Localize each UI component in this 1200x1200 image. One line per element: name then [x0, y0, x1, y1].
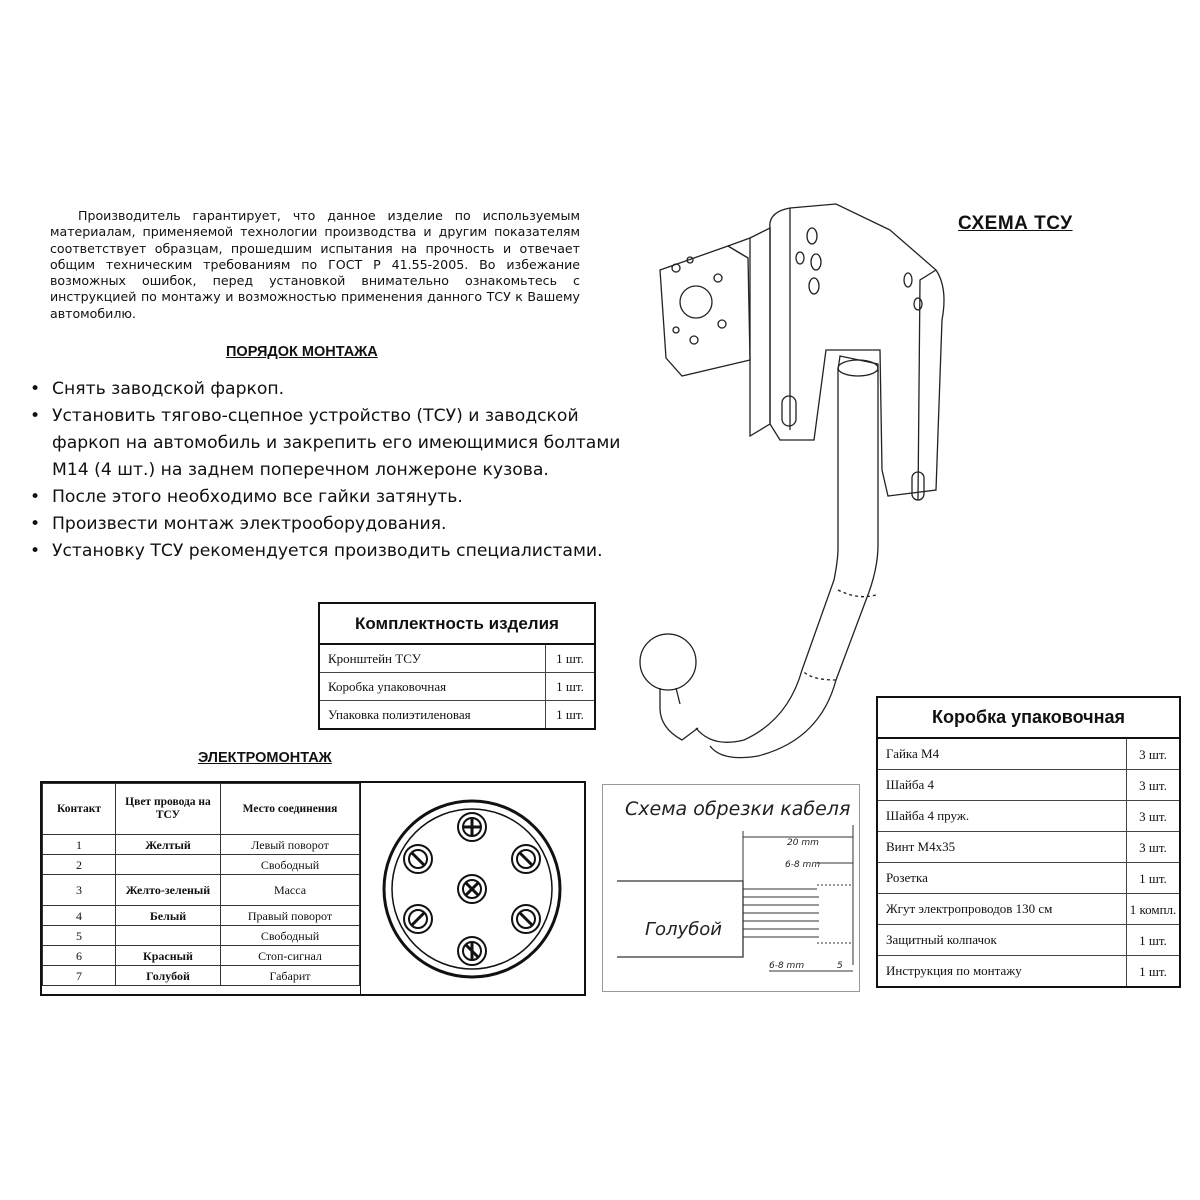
dim-label: 20 mm [787, 838, 819, 848]
dim-label: 6-8 mm [769, 961, 805, 971]
table-row: Шайба 4 3 шт. [877, 770, 1180, 801]
dim-label: 5 [837, 961, 843, 971]
wire-color-label: Голубой [645, 919, 723, 940]
table-row: Розетка 1 шт. [877, 863, 1180, 894]
socket-diagram [382, 789, 582, 989]
kit-table [318, 602, 596, 730]
wiring-block [40, 781, 586, 996]
box-title: Коробка упаковочная [877, 697, 1180, 738]
step-item: • Установить тягово-сцепное устройство (ТСУ) и заводской фаркоп на автомобиль и закрепить его имеющимися болтами М14 (4 шт.) на заднем поперечном лонжероне кузова. [28, 403, 628, 484]
cable-title: Схема обрезки кабеля [625, 798, 851, 820]
table-row: 5 Свободный [43, 926, 360, 946]
table-row: 1 Желтый Левый поворот [43, 835, 360, 855]
installation-steps [28, 376, 628, 565]
table-row: Коробка упаковочная 1 шт. [319, 673, 595, 701]
table-row: 2 Свободный [43, 855, 360, 875]
cable-cut-scheme [602, 784, 860, 992]
step-item: • Снять заводской фаркоп. [28, 376, 628, 403]
table-row: Винт М4х35 3 шт. [877, 832, 1180, 863]
cable-cut-drawing [603, 785, 859, 991]
box-table [876, 696, 1181, 988]
installation-order-heading: ПОРЯДОК МОНТАЖА [226, 344, 378, 360]
tow-ball [640, 634, 696, 690]
dim-label: 6-8 mm [785, 860, 821, 870]
wiring-table: Контакт Цвет провода на ТСУ Место соединения 1 Желтый Левый поворот 2 Свободный 3 Желто-зеленый Масса 4 Белый Правый поворот 5 Свободный 6 Красный Стоп-сигнал 7 Голубой Габарит [42, 783, 360, 986]
warranty-text: Производитель гарантирует, что данное изделие по используемым материалам, применяемой технологии производства и другим показателям соответствует образцам, прошедшим испытания на прочность и отвечает общим техническим требованиям по ГОСТ Р 41.55-2005. Во избежание возможных ошибок, перед установкой внимательно ознакомьтесь с инструкцией по монтажу и возможностью применения данного ТСУ к Вашему автомобилю. [50, 208, 580, 321]
scheme-heading: СХЕМА ТСУ [958, 213, 1073, 234]
step-item: • Установку ТСУ рекомендуется производить специалистами. [28, 538, 628, 565]
table-row: Жгут электропроводов 130 см 1 компл. [877, 894, 1180, 925]
table-row: Гайка М4 3 шт. [877, 738, 1180, 770]
table-row: Инструкция по монтажу 1 шт. [877, 956, 1180, 988]
kit-title: Комплектность изделия [319, 603, 595, 644]
table-row: Упаковка полиэтиленовая 1 шт. [319, 701, 595, 730]
table-row: Защитный колпачок 1 шт. [877, 925, 1180, 956]
table-row: 3 Желто-зеленый Масса [43, 875, 360, 906]
electro-heading: ЭЛЕКТРОМОНТАЖ [198, 750, 332, 766]
table-row: 4 Белый Правый поворот [43, 906, 360, 926]
table-row: 7 Голубой Габарит [43, 966, 360, 986]
table-row: Шайба 4 пруж. 3 шт. [877, 801, 1180, 832]
towbar-drawing [630, 200, 960, 770]
table-row: 6 Красный Стоп-сигнал [43, 946, 360, 966]
table-row: Кронштейн ТСУ 1 шт. [319, 644, 595, 673]
step-item: • Произвести монтаж электрооборудования. [28, 511, 628, 538]
bracket-hole [680, 286, 712, 318]
step-item: • После этого необходимо все гайки затянуть. [28, 484, 628, 511]
